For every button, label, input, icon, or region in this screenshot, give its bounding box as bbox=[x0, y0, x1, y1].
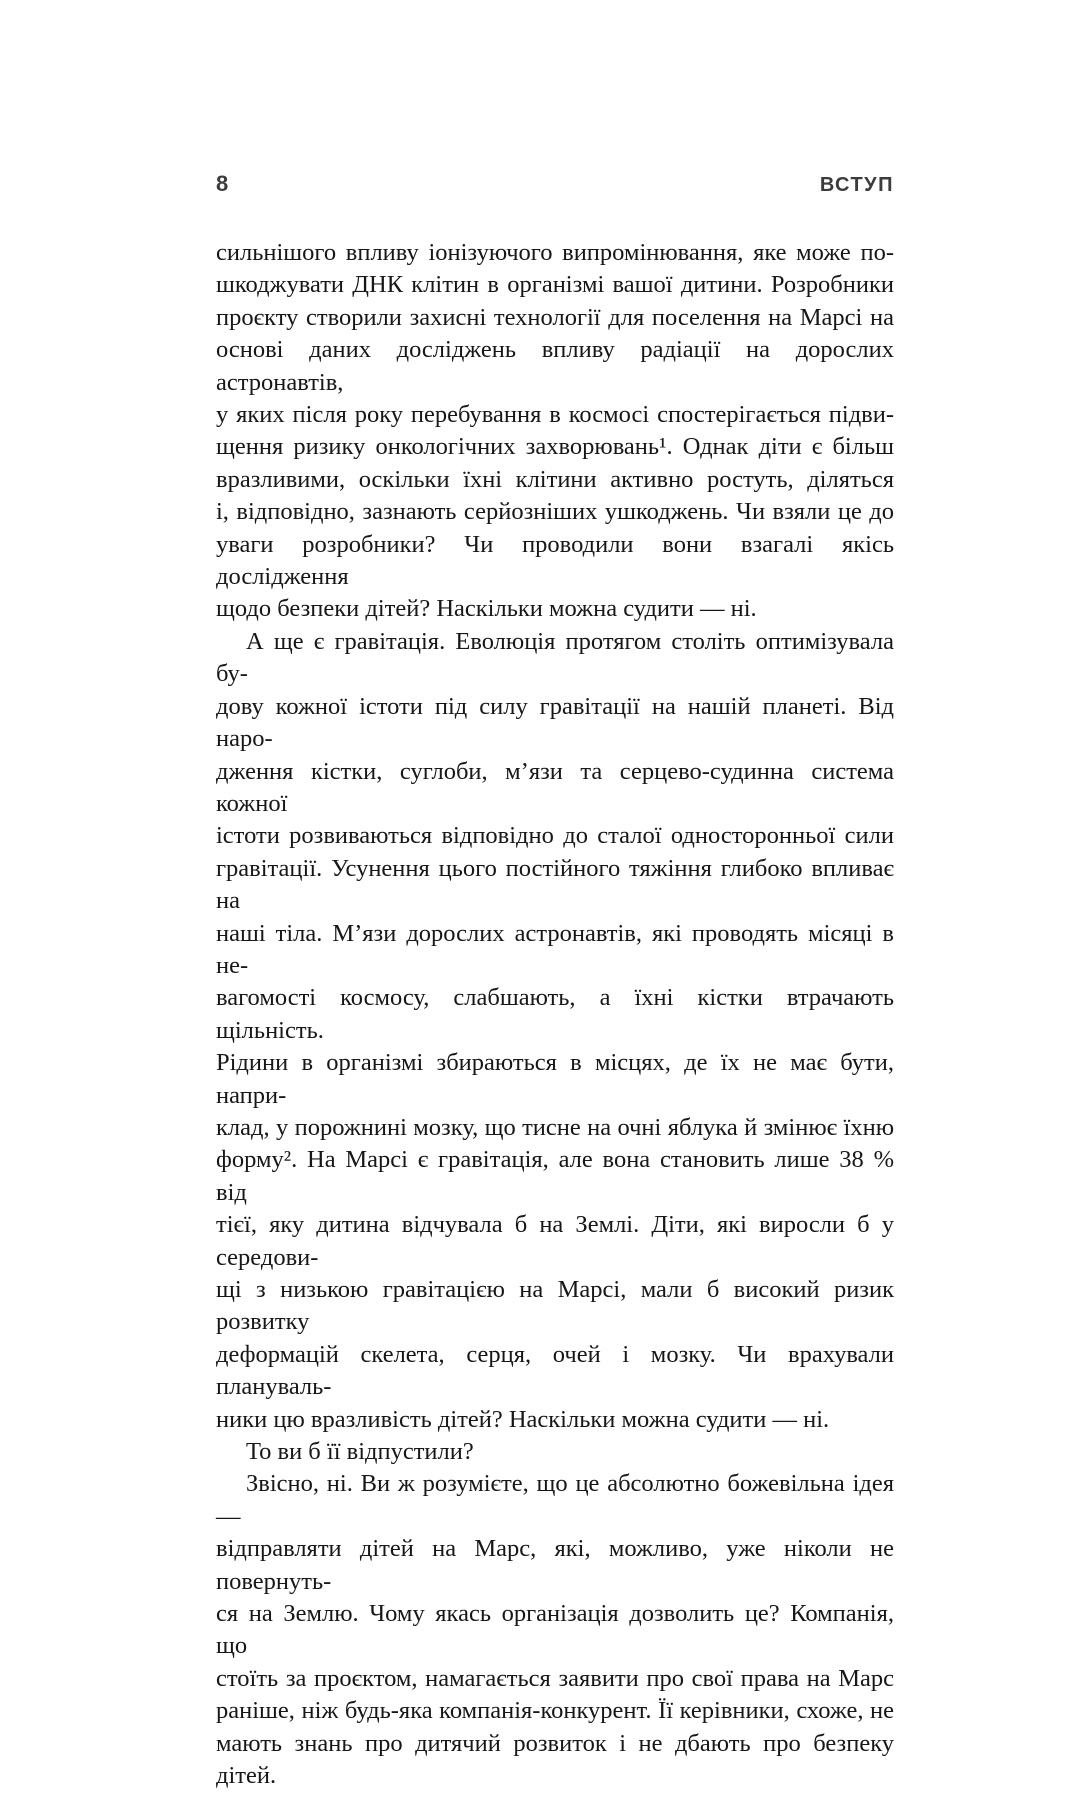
text-line: Рідини в організмі збираються в місцях, де їх не має бути, напри- bbox=[216, 1049, 894, 1109]
text-line: щення ризику онкологічних захворювань¹. Однак діти є більш bbox=[216, 433, 894, 461]
body-text bbox=[216, 237, 894, 1793]
text-line: ники цю вразливість дітей? Наскільки можна судити — ні. bbox=[216, 1405, 830, 1433]
page-header bbox=[216, 171, 894, 197]
text-line: відправляти дітей на Марс, які, можливо, уже ніколи не повернуть- bbox=[216, 1535, 894, 1595]
text-line: дження кістки, суглоби, м’язи та серцево-судинна система кожної bbox=[216, 757, 894, 817]
paragraph bbox=[216, 237, 894, 626]
text-line: ся на Землю. Чому якась організація дозволить це? Компанія, що bbox=[216, 1600, 894, 1660]
text-line: наші тіла. М’язи дорослих астронавтів, які проводять місяці в не- bbox=[216, 919, 894, 979]
text-line: клад, у порожнині мозку, що тисне на очні яблука й змінює їхню bbox=[216, 1113, 894, 1141]
paragraph bbox=[216, 1436, 894, 1468]
text-line: уваги розробники? Чи проводили вони взагалі якісь дослідження bbox=[216, 530, 894, 591]
text-line: мають знань про дитячий розвиток і не дбають про безпеку дітей. bbox=[216, 1729, 894, 1790]
page-number: 8 bbox=[216, 171, 229, 196]
paragraph bbox=[216, 1468, 894, 1792]
text-line: вагомості космосу, слабшають, а їхні кістки втрачають щільність. bbox=[216, 984, 894, 1044]
text-line: А ще є гравітація. Еволюція протягом століть оптимізувала бу- bbox=[216, 627, 894, 688]
text-line: Звісно, ні. Ви ж розумієте, що це абсолютно божевільна ідея — bbox=[216, 1470, 894, 1530]
text-line: раніше, ніж будь-яка компанія-конкурент. Її керівники, схоже, не bbox=[216, 1697, 894, 1725]
text-line: То ви б її відпустили? bbox=[246, 1438, 474, 1466]
chapter-header: ВСТУП bbox=[819, 174, 894, 196]
text-line: основі даних досліджень впливу радіації на дорослих астронавтів, bbox=[216, 336, 894, 396]
text-line: щодо безпеки дітей? Наскільки можна судити — ні. bbox=[216, 595, 757, 623]
text-line: і, відповідно, зазнають серйозніших ушкоджень. Чи взяли це до bbox=[216, 498, 894, 526]
text-line: щі з низькою гравітацією на Марсі, мали б високий ризик розвитку bbox=[216, 1276, 894, 1336]
text-line: істоти розвиваються відповідно до сталої односторонньої сили bbox=[216, 822, 894, 850]
text-line: у яких після року перебування в космосі спостерігається підви- bbox=[216, 401, 894, 429]
text-line: сильнішого впливу іонізуючого випромінювання, яке може по- bbox=[216, 239, 894, 266]
text-line: шкоджувати ДНК клітин в організмі вашої дитини. Розробники bbox=[216, 271, 894, 299]
text-line: вразливими, оскільки їхні клітини активно ростуть, діляться bbox=[216, 465, 894, 493]
text-line: стоїть за проєктом, намагається заявити про свої права на Марс bbox=[216, 1664, 894, 1692]
text-line: проєкту створили захисні технології для поселення на Марсі на bbox=[216, 303, 894, 331]
paragraph bbox=[216, 626, 894, 1436]
text-line: гравітації. Усунення цього постійного тяжіння глибоко впливає на bbox=[216, 854, 894, 915]
text-line: деформацій скелета, серця, очей і мозку. Чи врахували плануваль- bbox=[216, 1340, 894, 1401]
text-line: форму². На Марсі є гравітація, але вона становить лише 38 % від bbox=[216, 1146, 894, 1206]
text-line: тієї, яку дитина відчувала б на Землі. Діти, які виросли б у середови- bbox=[216, 1211, 894, 1271]
text-line: дову кожної істоти під силу гравітації на нашій планеті. Від наро- bbox=[216, 692, 894, 753]
